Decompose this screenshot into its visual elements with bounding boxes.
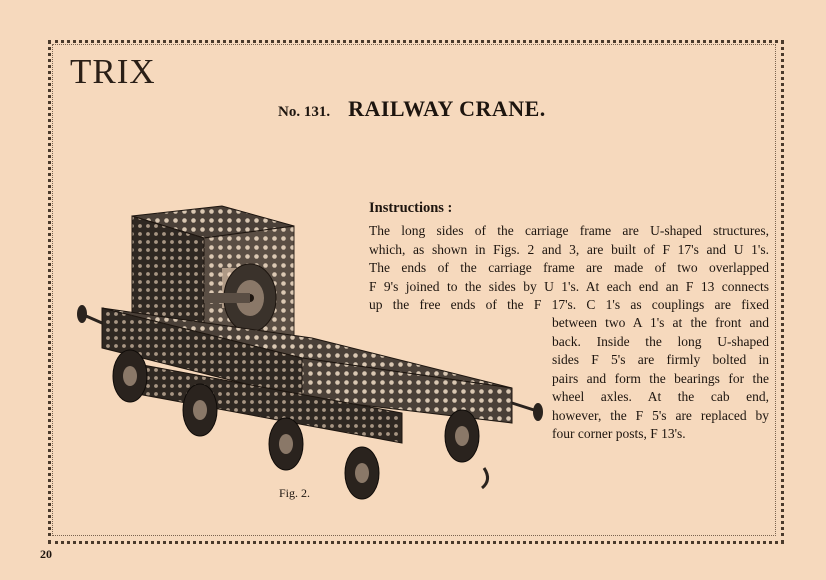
crane-carriage-illustration <box>72 198 552 504</box>
brand-logo: TRIX <box>70 52 156 91</box>
instruction-line: four corner posts, F 13's. <box>552 426 686 441</box>
instruction-line: sides F 5's are firmly bolted in <box>552 352 769 367</box>
instruction-line: pairs and form the bearings for the <box>552 370 769 386</box>
instruction-line: F 9's joined to the sides by U 1's. At each end an F 13 connects <box>369 278 769 294</box>
page-number: 20 <box>40 547 52 561</box>
instructions-heading: Instructions : <box>369 200 453 216</box>
model-number: No. 131. <box>278 104 331 120</box>
instruction-line: wheel axles. At the cab end, <box>552 389 769 404</box>
instruction-line: however, the F 5's are replaced by <box>552 407 769 423</box>
instruction-line: The ends of the carriage frame are made of two overlapped <box>369 260 769 275</box>
instruction-line: between two A 1's at the front and <box>552 315 769 330</box>
instruction-line: The long sides of the carriage frame are U-shaped structures, <box>369 223 769 238</box>
page-title <box>278 96 546 122</box>
instructions-text-narrow <box>552 314 769 444</box>
figure-caption: Fig. 2. <box>279 486 311 500</box>
instruction-line: back. Inside the long U-shaped <box>552 333 769 349</box>
instruction-line: which, as shown in Figs. 2 and 3, are built of F 17's and U 1's. <box>369 241 769 257</box>
instruction-line: up the free ends of the F 17's. C 1's as couplings are fixed <box>369 297 769 312</box>
model-title: RAILWAY CRANE. <box>348 96 546 121</box>
